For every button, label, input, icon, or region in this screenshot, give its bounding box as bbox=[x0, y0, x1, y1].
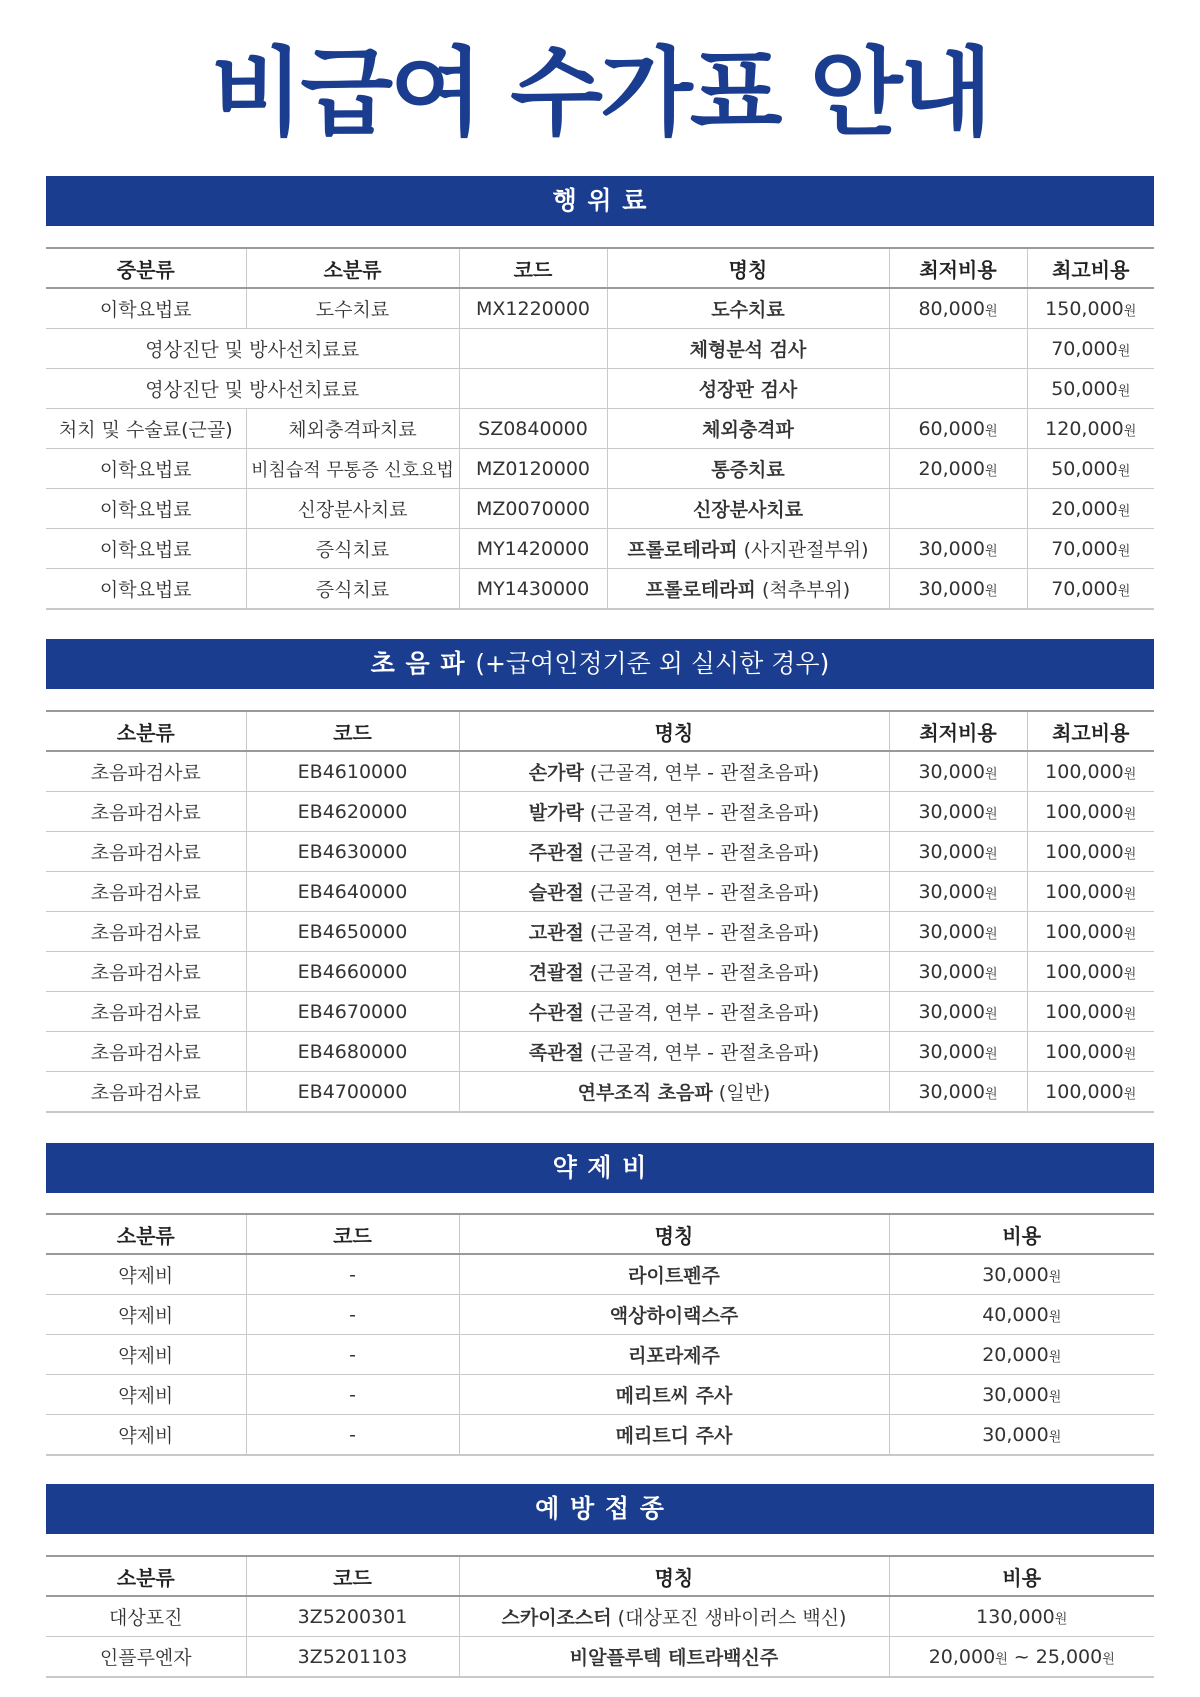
name-cell: 프롤로테라피 (척추부위) bbox=[607, 569, 889, 610]
table-row bbox=[46, 529, 1154, 569]
min-price-cell: 30,000원 bbox=[889, 529, 1027, 569]
min-price-cell: 30,000원 bbox=[889, 992, 1027, 1032]
table-row bbox=[46, 1637, 1154, 1678]
table-row bbox=[46, 409, 1154, 449]
max-price-cell: 120,000원 bbox=[1027, 409, 1154, 449]
col-name: 명칭 bbox=[459, 1214, 889, 1254]
sub-category-cell: 초음파검사료 bbox=[46, 1032, 246, 1072]
mid-category-cell: 이학요법료 bbox=[46, 288, 246, 329]
table-row bbox=[46, 569, 1154, 610]
table-row bbox=[46, 751, 1154, 792]
code-cell bbox=[459, 369, 607, 409]
col-name: 명칭 bbox=[459, 1556, 889, 1596]
sub-category-cell: 초음파검사료 bbox=[46, 832, 246, 872]
price-cell: 40,000원 bbox=[889, 1295, 1154, 1335]
code-cell: EB4670000 bbox=[246, 992, 459, 1032]
col-max-price: 최고비용 bbox=[1027, 711, 1154, 751]
code-cell: SZ0840000 bbox=[459, 409, 607, 449]
table-row bbox=[46, 1596, 1154, 1637]
code-cell: - bbox=[246, 1375, 459, 1415]
min-price-cell: 30,000원 bbox=[889, 832, 1027, 872]
sub-category-cell: 증식치료 bbox=[246, 569, 459, 610]
name-cell: 고관절 (근골격, 연부 - 관절초음파) bbox=[459, 912, 889, 952]
price-cell: 30,000원 bbox=[889, 1415, 1154, 1456]
table-row bbox=[46, 369, 1154, 409]
code-cell: MZ0120000 bbox=[459, 449, 607, 489]
table-row bbox=[46, 1295, 1154, 1335]
sub-category-cell: 약제비 bbox=[46, 1295, 246, 1335]
table-row bbox=[46, 992, 1154, 1032]
name-cell: 액상하이랙스주 bbox=[459, 1295, 889, 1335]
col-mid-category: 중분류 bbox=[46, 248, 246, 288]
col-code: 코드 bbox=[459, 248, 607, 288]
procedure-table bbox=[46, 247, 1154, 610]
col-min-price: 최저비용 bbox=[889, 711, 1027, 751]
sub-category-cell: 약제비 bbox=[46, 1415, 246, 1456]
table-row bbox=[46, 1254, 1154, 1295]
min-price-cell bbox=[889, 329, 1027, 369]
code-cell: - bbox=[246, 1335, 459, 1375]
code-cell: EB4660000 bbox=[246, 952, 459, 992]
code-cell: EB4610000 bbox=[246, 751, 459, 792]
col-price: 비용 bbox=[889, 1556, 1154, 1596]
mid-category-cell: 처치 및 수술료(근골) bbox=[46, 409, 246, 449]
table-row bbox=[46, 449, 1154, 489]
name-cell: 프롤로테라피 (사지관절부위) bbox=[607, 529, 889, 569]
code-cell bbox=[459, 329, 607, 369]
code-cell: EB4620000 bbox=[246, 792, 459, 832]
min-price-cell bbox=[889, 369, 1027, 409]
sub-category-cell: 초음파검사료 bbox=[46, 872, 246, 912]
table-row bbox=[46, 792, 1154, 832]
max-price-cell: 70,000원 bbox=[1027, 329, 1154, 369]
sub-category-cell: 약제비 bbox=[46, 1335, 246, 1375]
col-price: 비용 bbox=[889, 1214, 1154, 1254]
price-cell: 30,000원 bbox=[889, 1375, 1154, 1415]
vaccine-header-text: 예 방 접 종 bbox=[535, 1494, 665, 1523]
name-cell: 체형분석 검사 bbox=[607, 329, 889, 369]
sub-category-cell: 도수치료 bbox=[246, 288, 459, 329]
code-cell: - bbox=[246, 1254, 459, 1295]
code-cell: MY1430000 bbox=[459, 569, 607, 610]
price-range-cell: 20,000원 ~ 25,000원 bbox=[889, 1637, 1154, 1678]
col-code: 코드 bbox=[246, 1556, 459, 1596]
mid-category-cell: 이학요법료 bbox=[46, 529, 246, 569]
table-row bbox=[46, 1032, 1154, 1072]
name-cell: 신장분사치료 bbox=[607, 489, 889, 529]
mid-category-cell: 이학요법료 bbox=[46, 449, 246, 489]
max-price-cell: 100,000원 bbox=[1027, 872, 1154, 912]
mid-sub-category-cell: 영상진단 및 방사선치료료 bbox=[46, 369, 459, 409]
name-cell: 비알플루텍 테트라백신주 bbox=[459, 1637, 889, 1678]
sub-category-cell: 초음파검사료 bbox=[46, 912, 246, 952]
ultrasound-header-text: 초 음 파 bbox=[370, 649, 466, 678]
name-cell: 족관절 (근골격, 연부 - 관절초음파) bbox=[459, 1032, 889, 1072]
code-cell: EB4700000 bbox=[246, 1072, 459, 1113]
name-cell: 주관절 (근골격, 연부 - 관절초음파) bbox=[459, 832, 889, 872]
name-cell: 스카이조스터 (대상포진 생바이러스 백신) bbox=[459, 1596, 889, 1637]
max-price-cell: 100,000원 bbox=[1027, 832, 1154, 872]
drug-section-header bbox=[46, 1143, 1154, 1193]
mid-category-cell: 이학요법료 bbox=[46, 569, 246, 610]
sub-category-cell: 초음파검사료 bbox=[46, 792, 246, 832]
vaccine-table bbox=[46, 1555, 1154, 1678]
code-cell: - bbox=[246, 1415, 459, 1456]
col-name: 명칭 bbox=[459, 711, 889, 751]
min-price-cell: 20,000원 bbox=[889, 449, 1027, 489]
name-cell: 견괄절 (근골격, 연부 - 관절초음파) bbox=[459, 952, 889, 992]
table-row bbox=[46, 952, 1154, 992]
name-cell: 메리트디 주사 bbox=[459, 1415, 889, 1456]
name-cell: 연부조직 초음파 (일반) bbox=[459, 1072, 889, 1113]
col-name: 명칭 bbox=[607, 248, 889, 288]
table-row bbox=[46, 832, 1154, 872]
name-cell: 메리트씨 주사 bbox=[459, 1375, 889, 1415]
name-cell: 성장판 검사 bbox=[607, 369, 889, 409]
sub-category-cell: 체외충격파치료 bbox=[246, 409, 459, 449]
code-cell: EB4680000 bbox=[246, 1032, 459, 1072]
table-row bbox=[46, 872, 1154, 912]
min-price-cell bbox=[889, 489, 1027, 529]
sub-category-cell: 신장분사치료 bbox=[246, 489, 459, 529]
max-price-cell: 20,000원 bbox=[1027, 489, 1154, 529]
name-cell: 라이트펜주 bbox=[459, 1254, 889, 1295]
code-cell: 3Z5200301 bbox=[246, 1596, 459, 1637]
min-price-cell: 30,000원 bbox=[889, 751, 1027, 792]
name-cell: 손가락 (근골격, 연부 - 관절초음파) bbox=[459, 751, 889, 792]
min-price-cell: 30,000원 bbox=[889, 1032, 1027, 1072]
ultrasound-section-header bbox=[46, 639, 1154, 689]
col-sub-category: 소분류 bbox=[46, 1556, 246, 1596]
sub-category-cell: 증식치료 bbox=[246, 529, 459, 569]
max-price-cell: 50,000원 bbox=[1027, 449, 1154, 489]
min-price-cell: 30,000원 bbox=[889, 872, 1027, 912]
code-cell: - bbox=[246, 1295, 459, 1335]
name-cell: 수관절 (근골격, 연부 - 관절초음파) bbox=[459, 992, 889, 1032]
page-title: 비급여 수가표 안내 bbox=[210, 37, 990, 149]
sub-category-cell: 초음파검사료 bbox=[46, 751, 246, 792]
procedure-section-header bbox=[46, 176, 1154, 226]
ultrasound-header-note: (+급여인정기준 외 실시한 경우) bbox=[475, 649, 830, 678]
col-code: 코드 bbox=[246, 711, 459, 751]
min-price-cell: 30,000원 bbox=[889, 569, 1027, 610]
max-price-cell: 150,000원 bbox=[1027, 288, 1154, 329]
table-row bbox=[46, 1415, 1154, 1456]
sub-category-cell: 초음파검사료 bbox=[46, 1072, 246, 1113]
code-cell: EB4640000 bbox=[246, 872, 459, 912]
price-cell: 30,000원 bbox=[889, 1254, 1154, 1295]
col-min-price: 최저비용 bbox=[889, 248, 1027, 288]
table-row bbox=[46, 288, 1154, 329]
code-cell: MY1420000 bbox=[459, 529, 607, 569]
vaccine-section-header bbox=[46, 1484, 1154, 1534]
mid-sub-category-cell: 영상진단 및 방사선치료료 bbox=[46, 329, 459, 369]
table-row bbox=[46, 1335, 1154, 1375]
max-price-cell: 50,000원 bbox=[1027, 369, 1154, 409]
drug-header-text: 약 제 비 bbox=[552, 1153, 648, 1182]
max-price-cell: 100,000원 bbox=[1027, 751, 1154, 792]
max-price-cell: 100,000원 bbox=[1027, 1072, 1154, 1113]
table-row bbox=[46, 1375, 1154, 1415]
ultrasound-table bbox=[46, 710, 1154, 1113]
name-cell: 리포라제주 bbox=[459, 1335, 889, 1375]
table-row bbox=[46, 329, 1154, 369]
code-cell: MX1220000 bbox=[459, 288, 607, 329]
min-price-cell: 60,000원 bbox=[889, 409, 1027, 449]
price-cell: 20,000원 bbox=[889, 1335, 1154, 1375]
procedure-header-text: 행 위 료 bbox=[552, 186, 648, 215]
max-price-cell: 70,000원 bbox=[1027, 529, 1154, 569]
max-price-cell: 70,000원 bbox=[1027, 569, 1154, 610]
code-cell: EB4630000 bbox=[246, 832, 459, 872]
name-cell: 발가락 (근골격, 연부 - 관절초음파) bbox=[459, 792, 889, 832]
sub-category-cell: 비침습적 무통증 신호요법 bbox=[246, 449, 459, 489]
sub-category-cell: 약제비 bbox=[46, 1375, 246, 1415]
code-cell: MZ0070000 bbox=[459, 489, 607, 529]
min-price-cell: 30,000원 bbox=[889, 792, 1027, 832]
table-row bbox=[46, 1072, 1154, 1113]
max-price-cell: 100,000원 bbox=[1027, 992, 1154, 1032]
max-price-cell: 100,000원 bbox=[1027, 792, 1154, 832]
name-cell: 체외충격파 bbox=[607, 409, 889, 449]
table-row bbox=[46, 489, 1154, 529]
max-price-cell: 100,000원 bbox=[1027, 952, 1154, 992]
mid-category-cell: 이학요법료 bbox=[46, 489, 246, 529]
min-price-cell: 80,000원 bbox=[889, 288, 1027, 329]
col-sub-category: 소분류 bbox=[46, 1214, 246, 1254]
min-price-cell: 30,000원 bbox=[889, 912, 1027, 952]
col-max-price: 최고비용 bbox=[1027, 248, 1154, 288]
max-price-cell: 100,000원 bbox=[1027, 1032, 1154, 1072]
code-cell: 3Z5201103 bbox=[246, 1637, 459, 1678]
name-cell: 통증치료 bbox=[607, 449, 889, 489]
sub-category-cell: 초음파검사료 bbox=[46, 952, 246, 992]
max-price-cell: 100,000원 bbox=[1027, 912, 1154, 952]
col-code: 코드 bbox=[246, 1214, 459, 1254]
sub-category-cell: 대상포진 bbox=[46, 1596, 246, 1637]
sub-category-cell: 인플루엔자 bbox=[46, 1637, 246, 1678]
code-cell: EB4650000 bbox=[246, 912, 459, 952]
name-cell: 슬관절 (근골격, 연부 - 관절초음파) bbox=[459, 872, 889, 912]
col-sub-category: 소분류 bbox=[46, 711, 246, 751]
min-price-cell: 30,000원 bbox=[889, 1072, 1027, 1113]
min-price-cell: 30,000원 bbox=[889, 952, 1027, 992]
col-sub-category: 소분류 bbox=[246, 248, 459, 288]
sub-category-cell: 약제비 bbox=[46, 1254, 246, 1295]
name-cell: 도수치료 bbox=[607, 288, 889, 329]
table-row bbox=[46, 912, 1154, 952]
sub-category-cell: 초음파검사료 bbox=[46, 992, 246, 1032]
price-cell: 130,000원 bbox=[889, 1596, 1154, 1637]
drug-table bbox=[46, 1213, 1154, 1456]
